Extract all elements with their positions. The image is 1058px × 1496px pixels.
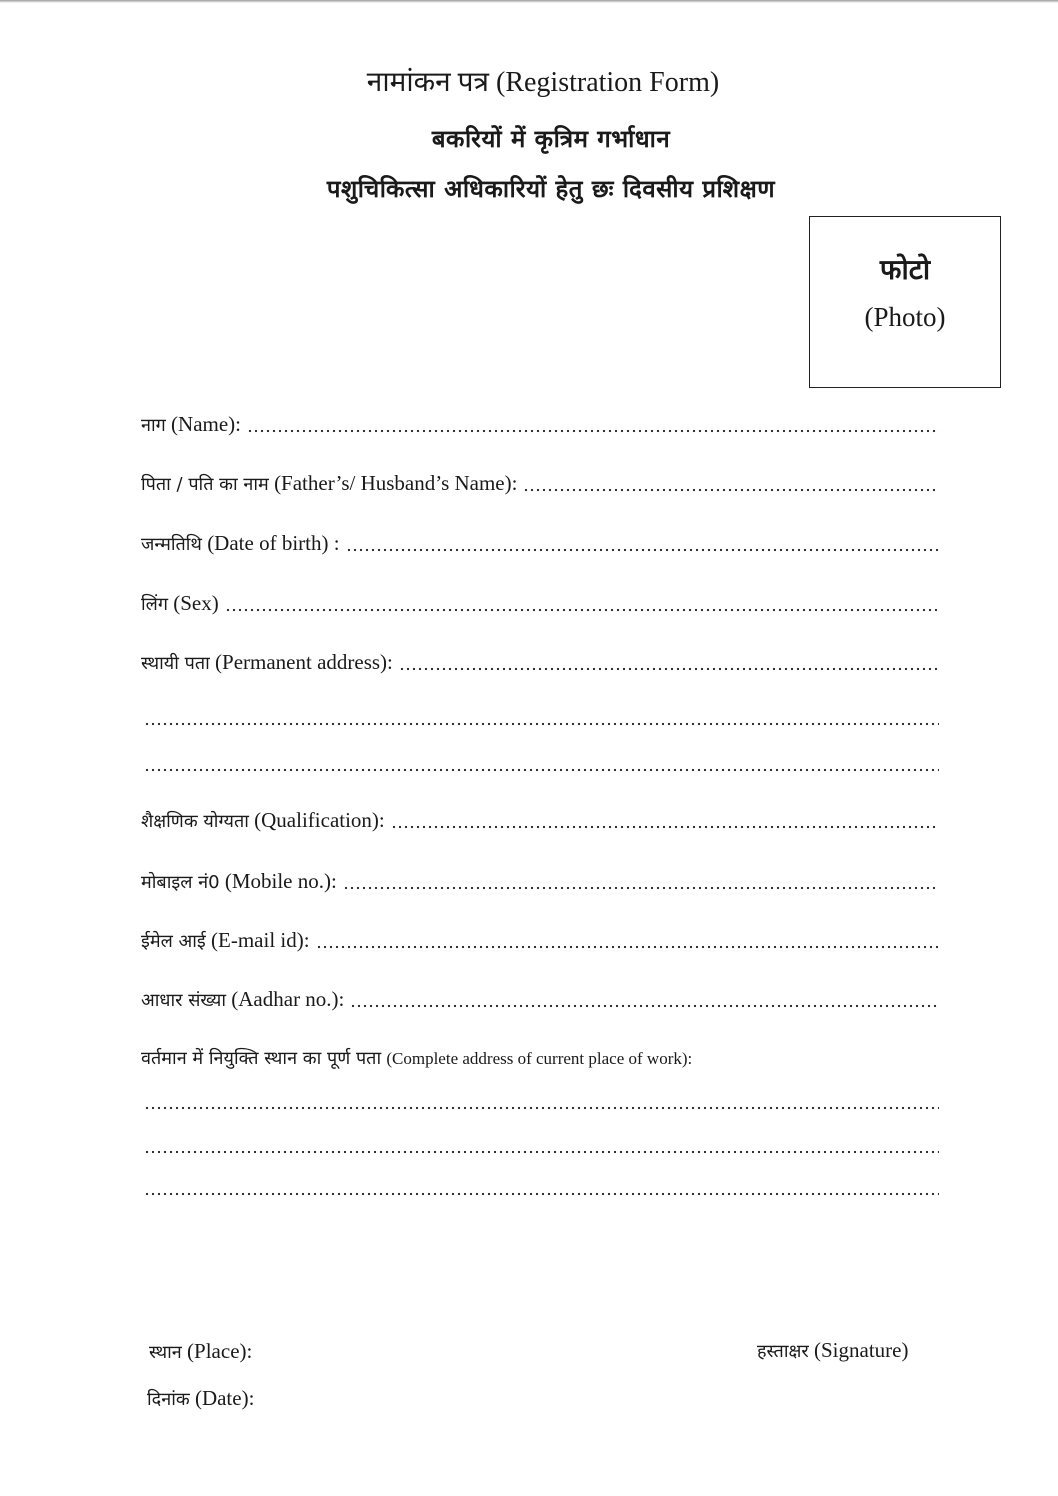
- work-address-line-3[interactable]: [144, 1192, 939, 1196]
- field-date-of-birth-label: जन्मतिथि (Date of birth) :: [141, 531, 340, 555]
- field-email-label: ईमेल आई (E-mail id):: [141, 928, 310, 952]
- field-qualification: [141, 808, 939, 833]
- field-sex: [141, 591, 939, 616]
- photo-label-hindi: फोटो: [879, 253, 931, 286]
- field-date-of-birth-input-line[interactable]: [346, 548, 939, 552]
- form-subtitle-training: पशुचिकित्सा अधिकारियों हेतु छः दिवसीय प्रशिक्षण: [326, 175, 776, 203]
- work-address-line-1[interactable]: [144, 1106, 939, 1110]
- work-address-line-2[interactable]: [144, 1150, 939, 1154]
- field-permanent-address: [141, 650, 939, 675]
- place-label: स्थान (Place):: [149, 1339, 253, 1363]
- photo-box[interactable]: [809, 216, 1001, 388]
- field-name-input-line[interactable]: [247, 429, 939, 433]
- field-permanent-address-label: स्थायी पता (Permanent address):: [141, 650, 393, 674]
- field-name-label: नाग (Name):: [141, 412, 242, 436]
- field-aadhar-input-line[interactable]: [350, 1004, 939, 1008]
- field-mobile-input-line[interactable]: [343, 886, 939, 890]
- field-email-input-line[interactable]: [316, 945, 939, 949]
- field-qualification-label: शैक्षणिक योग्यता (Qualification):: [141, 808, 385, 832]
- field-permanent-address-input-line[interactable]: [399, 667, 939, 671]
- form-title: नामांकन पत्र (Registration Form): [366, 67, 720, 98]
- field-aadhar-label: आधार संख्या (Aadhar no.):: [141, 987, 345, 1011]
- scan-edge: [0, 0, 1058, 3]
- field-work-address-label: वर्तमान में नियुक्ति स्थान का पूर्ण पता (Complete address of current place of work):: [141, 1048, 693, 1069]
- field-father-husband-name: [141, 471, 939, 496]
- field-date-of-birth: [141, 531, 939, 556]
- photo-label-english: (Photo): [864, 302, 946, 332]
- field-work-address: [141, 1045, 939, 1070]
- permanent-address-line-3[interactable]: [144, 768, 939, 772]
- field-sex-input-line[interactable]: [225, 608, 939, 612]
- field-mobile-label: मोबाइल नं0 (Mobile no.):: [141, 869, 337, 893]
- field-sex-label: लिंग (Sex): [141, 591, 219, 615]
- form-subtitle-topic: बकरियों में कृत्रिम गर्भाधान: [431, 125, 671, 153]
- date-label: दिनांक (Date):: [147, 1386, 255, 1410]
- signature-label: हस्ताक्षर (Signature): [757, 1338, 909, 1362]
- field-aadhar: [141, 987, 939, 1012]
- permanent-address-line-2[interactable]: [144, 722, 939, 726]
- field-mobile: [141, 869, 939, 894]
- field-father-husband-input-line[interactable]: [523, 488, 939, 492]
- field-email: [141, 928, 939, 953]
- field-name: [141, 412, 939, 437]
- field-father-husband-label: पिता / पति का नाम (Father’s/ Husband’s Name):: [141, 471, 518, 495]
- field-qualification-input-line[interactable]: [391, 825, 939, 829]
